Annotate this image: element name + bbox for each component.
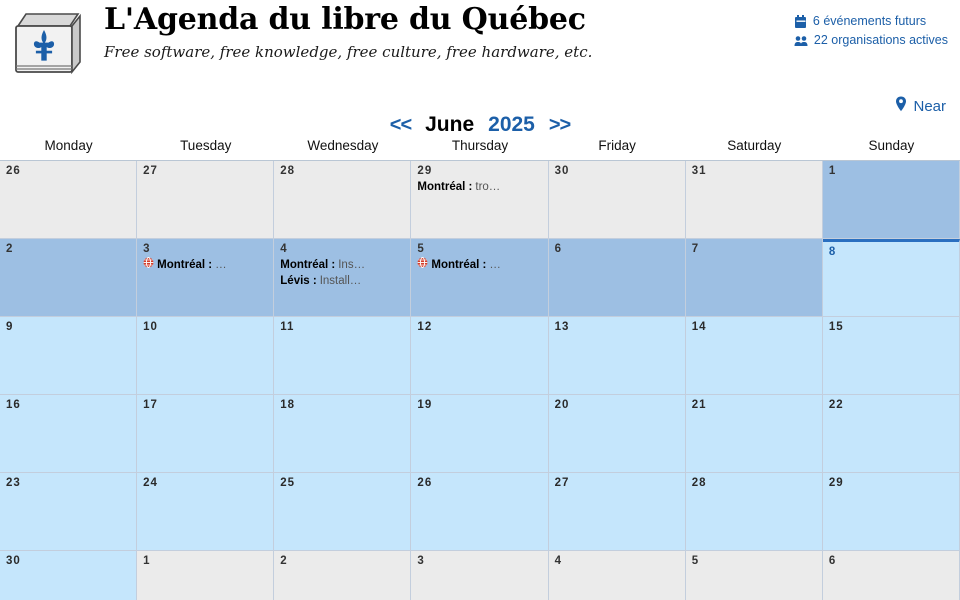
calendar-day-cell[interactable] xyxy=(274,551,411,600)
calendar-day-cell[interactable] xyxy=(0,239,137,317)
calendar-day-cell[interactable] xyxy=(823,161,960,239)
day-number: 11 xyxy=(280,321,295,333)
weekday-label: Tuesday xyxy=(180,138,232,153)
event-city: Montréal : xyxy=(280,259,336,271)
day-number: 28 xyxy=(691,477,707,489)
day-number: 30 xyxy=(6,555,21,567)
calendar-day-cell[interactable] xyxy=(411,161,548,239)
day-number: 26 xyxy=(417,477,433,489)
day-number: 29 xyxy=(417,165,433,177)
day-number: 29 xyxy=(828,477,844,489)
calendar-week-row xyxy=(0,317,960,395)
day-number: 27 xyxy=(554,477,570,489)
day-number: 1 xyxy=(828,165,837,177)
calendar-day-cell[interactable] xyxy=(0,473,137,551)
calendar-icon xyxy=(794,15,807,29)
stat-future-events xyxy=(794,12,948,31)
calendar-day-cell[interactable] xyxy=(549,473,686,551)
site-stats xyxy=(794,12,948,50)
calendar-day-cell[interactable] xyxy=(549,239,686,317)
weekday-label: Wednesday xyxy=(307,138,379,153)
calendar-day-cell[interactable] xyxy=(411,239,548,317)
day-number: 15 xyxy=(828,321,844,333)
day-number: 2 xyxy=(6,243,14,255)
calendar-day-cell[interactable] xyxy=(411,473,548,551)
calendar-day-cell[interactable] xyxy=(274,161,411,239)
day-events xyxy=(417,179,542,195)
day-number: 31 xyxy=(691,165,707,177)
calendar-day-cell[interactable] xyxy=(411,317,548,395)
calendar-event[interactable] xyxy=(417,179,542,195)
page-header xyxy=(0,0,960,92)
page-subtitle: Free software, free knowledge, free culture, free hardware, etc. xyxy=(104,43,593,61)
calendar-day-cell[interactable] xyxy=(137,473,274,551)
page-title: L'Agenda du libre du Québec xyxy=(104,2,586,37)
calendar-day-cell[interactable] xyxy=(549,395,686,473)
calendar-day-cell[interactable] xyxy=(549,317,686,395)
day-number: 8 xyxy=(828,246,837,258)
day-number: 4 xyxy=(280,243,288,255)
calendar-day-cell[interactable] xyxy=(274,473,411,551)
event-city: Montréal : xyxy=(157,259,213,271)
day-events xyxy=(143,257,268,273)
day-number: 24 xyxy=(143,477,158,489)
next-month-button[interactable]: >> xyxy=(548,114,571,136)
calendar-day-cell[interactable] xyxy=(823,395,960,473)
day-number: 5 xyxy=(691,555,700,567)
calendar-day-cell[interactable] xyxy=(686,161,823,239)
day-events xyxy=(280,257,405,289)
calendar-week-row xyxy=(0,239,960,317)
calendar-day-cell[interactable] xyxy=(0,317,137,395)
day-number: 21 xyxy=(691,399,707,411)
globe-icon xyxy=(143,257,154,273)
calendar-event[interactable] xyxy=(417,257,542,273)
event-title: Install… xyxy=(319,275,362,287)
day-number: 3 xyxy=(143,243,151,255)
weekday-label: Saturday xyxy=(727,138,782,153)
weekday-label: Thursday xyxy=(451,138,509,153)
day-number: 19 xyxy=(417,399,433,411)
near-label: Near xyxy=(913,97,946,115)
day-number: 20 xyxy=(554,399,570,411)
day-number: 5 xyxy=(417,243,425,255)
event-city: Lévis : xyxy=(280,275,317,287)
calendar-day-cell[interactable] xyxy=(686,239,823,317)
calendar-event[interactable] xyxy=(143,257,268,273)
calendar-event[interactable] xyxy=(280,257,405,273)
event-city: Montréal : xyxy=(431,259,487,271)
day-number: 9 xyxy=(6,321,14,333)
calendar xyxy=(0,138,960,600)
weekday-label: Friday xyxy=(598,138,636,153)
calendar-day-cell[interactable] xyxy=(274,395,411,473)
title-block xyxy=(104,2,592,61)
day-number: 18 xyxy=(280,399,296,411)
calendar-day-cell[interactable] xyxy=(686,551,823,600)
event-title: … xyxy=(215,259,227,271)
day-number: 22 xyxy=(828,399,844,411)
day-number: 27 xyxy=(143,165,158,177)
day-number: 16 xyxy=(6,399,21,411)
day-number: 1 xyxy=(143,555,151,567)
previous-month-button[interactable]: << xyxy=(389,114,412,136)
calendar-day-cell[interactable] xyxy=(411,551,548,600)
day-number: 17 xyxy=(143,399,158,411)
calendar-event[interactable] xyxy=(280,273,405,289)
event-title: tro… xyxy=(475,181,501,193)
calendar-day-cell[interactable] xyxy=(137,161,274,239)
calendar-day-cell[interactable] xyxy=(686,473,823,551)
calendar-weekday-header xyxy=(0,138,960,160)
stat-active-orgs xyxy=(794,31,948,50)
calendar-day-cell[interactable] xyxy=(823,551,960,600)
day-number: 6 xyxy=(828,555,837,567)
calendar-week-row xyxy=(0,395,960,473)
weekday-label: Monday xyxy=(44,138,93,153)
calendar-day-cell[interactable] xyxy=(686,395,823,473)
calendar-day-cell[interactable] xyxy=(823,473,960,551)
calendar-day-cell[interactable] xyxy=(137,239,274,317)
calendar-day-cell[interactable] xyxy=(274,239,411,317)
people-icon xyxy=(794,34,808,48)
event-city: Montréal : xyxy=(417,181,473,193)
stat-future-events-label: 6 événements futurs xyxy=(812,14,927,28)
calendar-day-cell[interactable] xyxy=(549,551,686,600)
day-number: 3 xyxy=(417,555,425,567)
day-number: 30 xyxy=(554,165,570,177)
day-number: 25 xyxy=(280,477,296,489)
day-number: 2 xyxy=(280,555,288,567)
calendar-day-cell[interactable] xyxy=(823,239,960,317)
event-title: … xyxy=(489,259,501,271)
day-number: 28 xyxy=(280,165,296,177)
calendar-day-cell[interactable] xyxy=(549,161,686,239)
stat-active-orgs-label: 22 organisations actives xyxy=(813,33,948,47)
day-number: 14 xyxy=(691,321,707,333)
calendar-day-cell[interactable] xyxy=(0,161,137,239)
calendar-day-cell[interactable] xyxy=(686,317,823,395)
event-title: Ins… xyxy=(338,259,366,271)
day-number: 23 xyxy=(6,477,21,489)
calendar-day-cell[interactable] xyxy=(274,317,411,395)
day-number: 13 xyxy=(554,321,570,333)
calendar-weeks xyxy=(0,160,960,600)
globe-icon xyxy=(417,257,428,273)
calendar-day-cell[interactable] xyxy=(137,317,274,395)
current-month-label: June xyxy=(425,113,475,136)
calendar-day-cell[interactable] xyxy=(823,317,960,395)
month-navigation xyxy=(0,113,960,137)
day-number: 26 xyxy=(6,165,21,177)
calendar-day-cell[interactable] xyxy=(411,395,548,473)
calendar-day-cell[interactable] xyxy=(0,395,137,473)
day-number: 12 xyxy=(417,321,433,333)
weekday-label: Sunday xyxy=(868,138,915,153)
current-year-label[interactable]: 2025 xyxy=(488,113,535,136)
calendar-week-row xyxy=(0,551,960,600)
day-events xyxy=(417,257,542,273)
book-fleur-de-lis-logo xyxy=(8,6,88,86)
calendar-week-row xyxy=(0,473,960,551)
calendar-day-cell[interactable] xyxy=(137,395,274,473)
calendar-day-cell[interactable] xyxy=(137,551,274,600)
day-number: 7 xyxy=(691,243,700,255)
day-number: 4 xyxy=(554,555,562,567)
day-number: 6 xyxy=(554,243,562,255)
calendar-day-cell[interactable] xyxy=(0,551,137,600)
day-number: 10 xyxy=(143,321,158,333)
calendar-week-row xyxy=(0,161,960,239)
